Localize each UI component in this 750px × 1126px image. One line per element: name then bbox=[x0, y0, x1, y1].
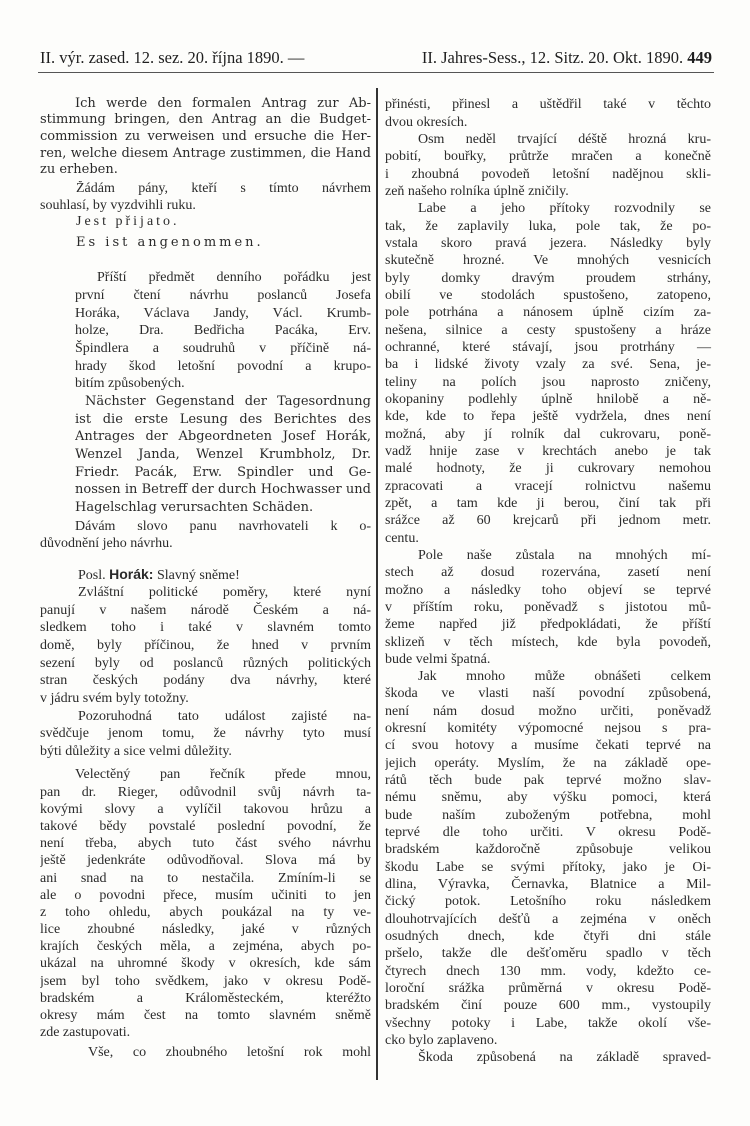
text-line: lice zhoubné následky, jaké v různých bbox=[40, 922, 371, 938]
text-line: okresy mám čest na tomto slavném sněmě bbox=[40, 1008, 371, 1024]
text-line: Žádám pány, kteří s tímto návrhem bbox=[76, 181, 371, 197]
text-line: sezení byly od poslanců různých politických bbox=[40, 655, 371, 671]
text-line: ukázal na uhromné škody v okresích, kde sám bbox=[40, 956, 371, 972]
running-header-german bbox=[422, 48, 712, 70]
text-line: Příští předmět denního pořádku jest bbox=[97, 270, 371, 286]
text-line: v jádru svém byly totožny. bbox=[40, 690, 189, 706]
text-line: Jak mnoho může obnášeti celkem bbox=[418, 669, 711, 685]
text-line: býti důležity a sice velmi důležity. bbox=[40, 744, 232, 760]
text-line: není třeba, abych tuto část svého návrhu bbox=[40, 836, 371, 852]
text-line: ale o povodni přece, musím učiniti to jen bbox=[40, 887, 371, 903]
paragraph bbox=[385, 96, 712, 131]
text-line: okopaniny podlehly úplně hnilobě a ně- bbox=[385, 391, 711, 407]
text-line: Friedr. Pacák, Erw. Spindler und Ge- bbox=[75, 464, 371, 480]
text-line: hrady škod letošní povodní a krupo- bbox=[75, 358, 371, 374]
text-line: pan dr. Rieger, odůvodnil svůj návrh ta- bbox=[40, 784, 371, 800]
text-line: nešena, silnice a cesty spustošeny a hráze bbox=[385, 322, 711, 338]
text-line: sledkem toho i také v slavném tomto bbox=[40, 620, 371, 636]
text-line: ochranné, které stávají, jsou protrhány — bbox=[385, 339, 711, 355]
text-line: jsem byl toho svědkem, jako v okresu Podě- bbox=[40, 973, 371, 989]
text-line: byly domky dravým proudem strhány, bbox=[385, 270, 711, 286]
text-line: rátů těch bude pak teprvé možno slav- bbox=[385, 773, 711, 789]
text-line: Vše, co zhoubného letošní rok mohl bbox=[88, 1045, 371, 1061]
paragraph bbox=[40, 566, 372, 584]
text-block bbox=[40, 518, 372, 552]
text-line: škoda ve vlasti naší povodní způsobená, bbox=[385, 686, 711, 702]
column-divider bbox=[376, 88, 378, 1080]
text-line: osudných dnech, kde čtyři dni stále bbox=[385, 929, 711, 945]
text-line: stimmung bringen, den Antrag an die Budget- bbox=[40, 112, 371, 128]
text-line: zeň našeho rolníka úplně zničily. bbox=[385, 183, 569, 199]
text-line: vstala skoro pravá jezera. Následky byly bbox=[385, 235, 711, 251]
paragraph bbox=[40, 214, 372, 231]
text-line: Dávám slovo panu navrhovateli k o- bbox=[75, 518, 371, 534]
text-line: možná, aby jí rolník dal cukrovaru, poně- bbox=[385, 426, 711, 442]
text-line: ba i lidské životy vzaly za své. Sena, je- bbox=[385, 357, 711, 373]
text-line: malé hodnoty, že ji cukrovary nemohou bbox=[385, 461, 711, 477]
text-line: ještě jedenkráte odůvodňoval. Slova má by bbox=[40, 853, 371, 869]
text-line: krajích českých měla, a zejména, abych po- bbox=[40, 939, 371, 955]
text-line: ist die erste Lesung des Berichtes des bbox=[75, 411, 371, 427]
text-line: panují v našem národě Českém a ná- bbox=[40, 602, 371, 618]
speaker-text: Slavný sněme! bbox=[156, 568, 240, 584]
text-line: obilí ve stodolách spustošeno, zatopeno, bbox=[385, 287, 711, 303]
text-line: jejich operáty. Myslím, že na základě ope- bbox=[385, 755, 711, 771]
text-line: ani snad na to nestačila. Zmíním-li se bbox=[40, 870, 371, 886]
page-number: 449 bbox=[687, 48, 712, 67]
text-line: Nächster Gegenstand der Tagesordnung bbox=[85, 393, 371, 409]
paragraph bbox=[40, 584, 372, 708]
text-line: bude naším zuboženým potřebna, mohl bbox=[385, 807, 711, 823]
text-block bbox=[40, 96, 372, 252]
text-line: důvodnění jeho návrhu. bbox=[40, 535, 173, 551]
paragraph bbox=[385, 200, 712, 547]
text-line: srážce až 60 krejcarů při jednom metr. bbox=[385, 513, 711, 529]
text-line: stran českých podány dva návrhy, které bbox=[40, 673, 371, 689]
running-header-german-text: II. Jahres-Sess., 12. Sitz. 20. Okt. 1890. bbox=[421, 48, 684, 67]
text-line: souhlasí, by vyzdvihli ruku. bbox=[40, 197, 196, 213]
text-line: vadž hnije zase v krechtách anebo je tak bbox=[385, 443, 711, 459]
text-line: centu. bbox=[385, 530, 419, 546]
text-line: Osm neděl trvající déště hrozná kru- bbox=[418, 131, 711, 147]
text-line: loroční srážka průměrná v okresu Podě- bbox=[385, 981, 711, 997]
text-line: bitím způsobených. bbox=[75, 376, 185, 392]
text-line: dlina, Výravka, Černavka, Blatnice a Mil- bbox=[385, 877, 711, 893]
paragraph bbox=[40, 708, 372, 761]
text-block bbox=[40, 766, 372, 1061]
text-line: sklizeň v těch místech, kde byla povodeň, bbox=[385, 634, 711, 650]
text-line: cí svou hotovy a musíme čekati teprvé na bbox=[385, 738, 711, 754]
paragraph bbox=[40, 766, 372, 1041]
text-line: Škoda způsobená na základě spraved- bbox=[418, 1050, 711, 1066]
header-rule bbox=[38, 72, 714, 73]
text-line: čický potok. Letošního roku následkem bbox=[385, 894, 711, 910]
text-line: teliny na polích jsou naprosto zničeny, bbox=[385, 374, 711, 390]
text-line: v příštím roku, poněvadž s jistotou mů- bbox=[385, 599, 711, 615]
text-line: pole potrhána a nánosem úplně cizím za- bbox=[385, 305, 711, 321]
text-line: dvou okresích. bbox=[385, 114, 468, 130]
text-line: Špindlera a soudruhů v příčině ná- bbox=[75, 340, 371, 356]
text-line: teprvé dle toho určiti. V okresu Podě- bbox=[385, 825, 711, 841]
text-line: takové bědy povstalé poslední povodní, že bbox=[40, 818, 371, 834]
text-line: Es ist angenommen. bbox=[76, 235, 264, 251]
text-line: ren, welche diesem Antrage zustimmen, die Hand bbox=[40, 145, 371, 161]
text-line: pobití, bouřky, průtrže mračen a konečně bbox=[385, 149, 711, 165]
text-line: možno a následky toho objeví se teprvé bbox=[385, 582, 711, 598]
text-line: není nám dosud možno určiti, poněvadž bbox=[385, 703, 711, 719]
text-line: pršelo, takže dle dešťoměru spadlo v těch bbox=[385, 946, 711, 962]
text-line: nossen in Betreff der durch Hochwasser und bbox=[75, 482, 371, 498]
text-line: zpět, a tam kde ji berou, činí tak při bbox=[385, 495, 711, 511]
text-line: Velectěný pan řečník přede mnou, bbox=[75, 767, 371, 783]
speaker-prefix: Posl. bbox=[78, 568, 106, 584]
text-line: skutečně hrozné. Ve mnohých vesnicích bbox=[385, 253, 711, 269]
text-line: stech až dosud rozervána, zasetí není bbox=[385, 565, 711, 581]
text-line: Wenzel Janda, Wenzel Krumbholz, Dr. bbox=[75, 447, 371, 463]
text-line: Labe a jeho přítoky rozvodnily se bbox=[418, 201, 711, 217]
text-line: kovými slovy a vylíčil takovou hrůzu a bbox=[40, 801, 371, 817]
text-block bbox=[40, 566, 372, 761]
speaker-line bbox=[40, 566, 372, 584]
paragraph bbox=[385, 131, 712, 200]
text-line: zde zastupovati. bbox=[40, 1025, 131, 1041]
text-line: dlouhotrvajících dešťů a zejména v oněch bbox=[385, 911, 711, 927]
text-line: všechny potoky i Labe, takže okolí vše- bbox=[385, 1015, 711, 1031]
speaker-name: Horák: bbox=[109, 566, 154, 583]
text-line: Antrages der Abgeordneten Josef Horák, bbox=[75, 429, 371, 445]
text-block bbox=[385, 96, 712, 1066]
text-line: bude velmi špatná. bbox=[385, 651, 491, 667]
paragraph bbox=[40, 96, 372, 179]
text-line: čtyrech dnech 130 mm. vody, kdežto ce- bbox=[385, 963, 711, 979]
text-line: commission zu verweisen und ersuche die Her- bbox=[40, 129, 371, 145]
text-line: zpracovati a vracejí rolnictvu našemu bbox=[385, 478, 711, 494]
text-line: cko bylo zaplaveno. bbox=[385, 1033, 498, 1049]
text-block bbox=[75, 269, 372, 517]
text-line: okresní komitéty výpomocné nejsou s pra- bbox=[385, 721, 711, 737]
text-line: bradském a Králoměsteckém, kteréžto bbox=[40, 990, 371, 1006]
text-line: přinésti, přinesl a uštědřil také v těchto bbox=[385, 97, 711, 113]
paragraph bbox=[385, 668, 712, 1049]
paragraph bbox=[75, 393, 372, 517]
text-line: bradském činí pouze 600 mm., vystoupily bbox=[385, 998, 711, 1014]
text-line: tak, že zaplavily luka, pole tak, že po- bbox=[385, 218, 711, 234]
paragraph bbox=[385, 547, 712, 668]
text-line: Pole naše zůstala na mnohých mí- bbox=[418, 547, 711, 563]
text-line: Ich werde den formalen Antrag zur Ab- bbox=[75, 95, 371, 111]
text-line: Hagelschlag verursachten Schäden. bbox=[75, 500, 314, 516]
text-line: nému sněmu, aby výšku pomoci, která bbox=[385, 790, 711, 806]
text-line: žeme napřed již předpokládati, že příští bbox=[385, 617, 711, 633]
text-line: kde, kde to řepa ještě vydržela, dnes není bbox=[385, 409, 711, 425]
text-line: Jest přijato. bbox=[76, 214, 180, 230]
paragraph bbox=[75, 269, 372, 393]
text-line: svědčuje jenom tomu, že návrhy tyto musí bbox=[40, 726, 371, 742]
text-line: zu erheben. bbox=[40, 162, 118, 178]
text-line: z toho ohledu, abych poukázal na ty ve- bbox=[40, 904, 371, 920]
text-line: Zvláštní politické poměry, které nyní bbox=[78, 584, 371, 600]
text-line: Horáka, Václava Jandy, Václ. Krumb- bbox=[75, 305, 371, 321]
paragraph bbox=[40, 235, 372, 252]
text-line: domě, byly příčinou, že hned v prvním bbox=[40, 637, 371, 653]
paragraph bbox=[40, 518, 372, 552]
running-header-czech: II. výr. zased. 12. sez. 20. října 1890. — bbox=[40, 48, 305, 67]
text-line: holze, Dra. Bedřicha Pacáka, Erv. bbox=[75, 323, 371, 339]
paragraph bbox=[385, 1049, 712, 1066]
paragraph bbox=[40, 181, 372, 214]
text-line: bradském každoročně způsobuje velikou bbox=[385, 842, 711, 858]
text-line: škodu Labe se svými přítoky, jako je Oi- bbox=[385, 859, 711, 875]
paragraph bbox=[40, 1044, 372, 1061]
text-line: Pozoruhodná tato událost zajisté na- bbox=[78, 708, 371, 724]
text-line: i zhoubná povodeň letošní nadějnou skli- bbox=[385, 166, 711, 182]
text-line: první čtení návrhu poslanců Josefa bbox=[75, 287, 371, 303]
